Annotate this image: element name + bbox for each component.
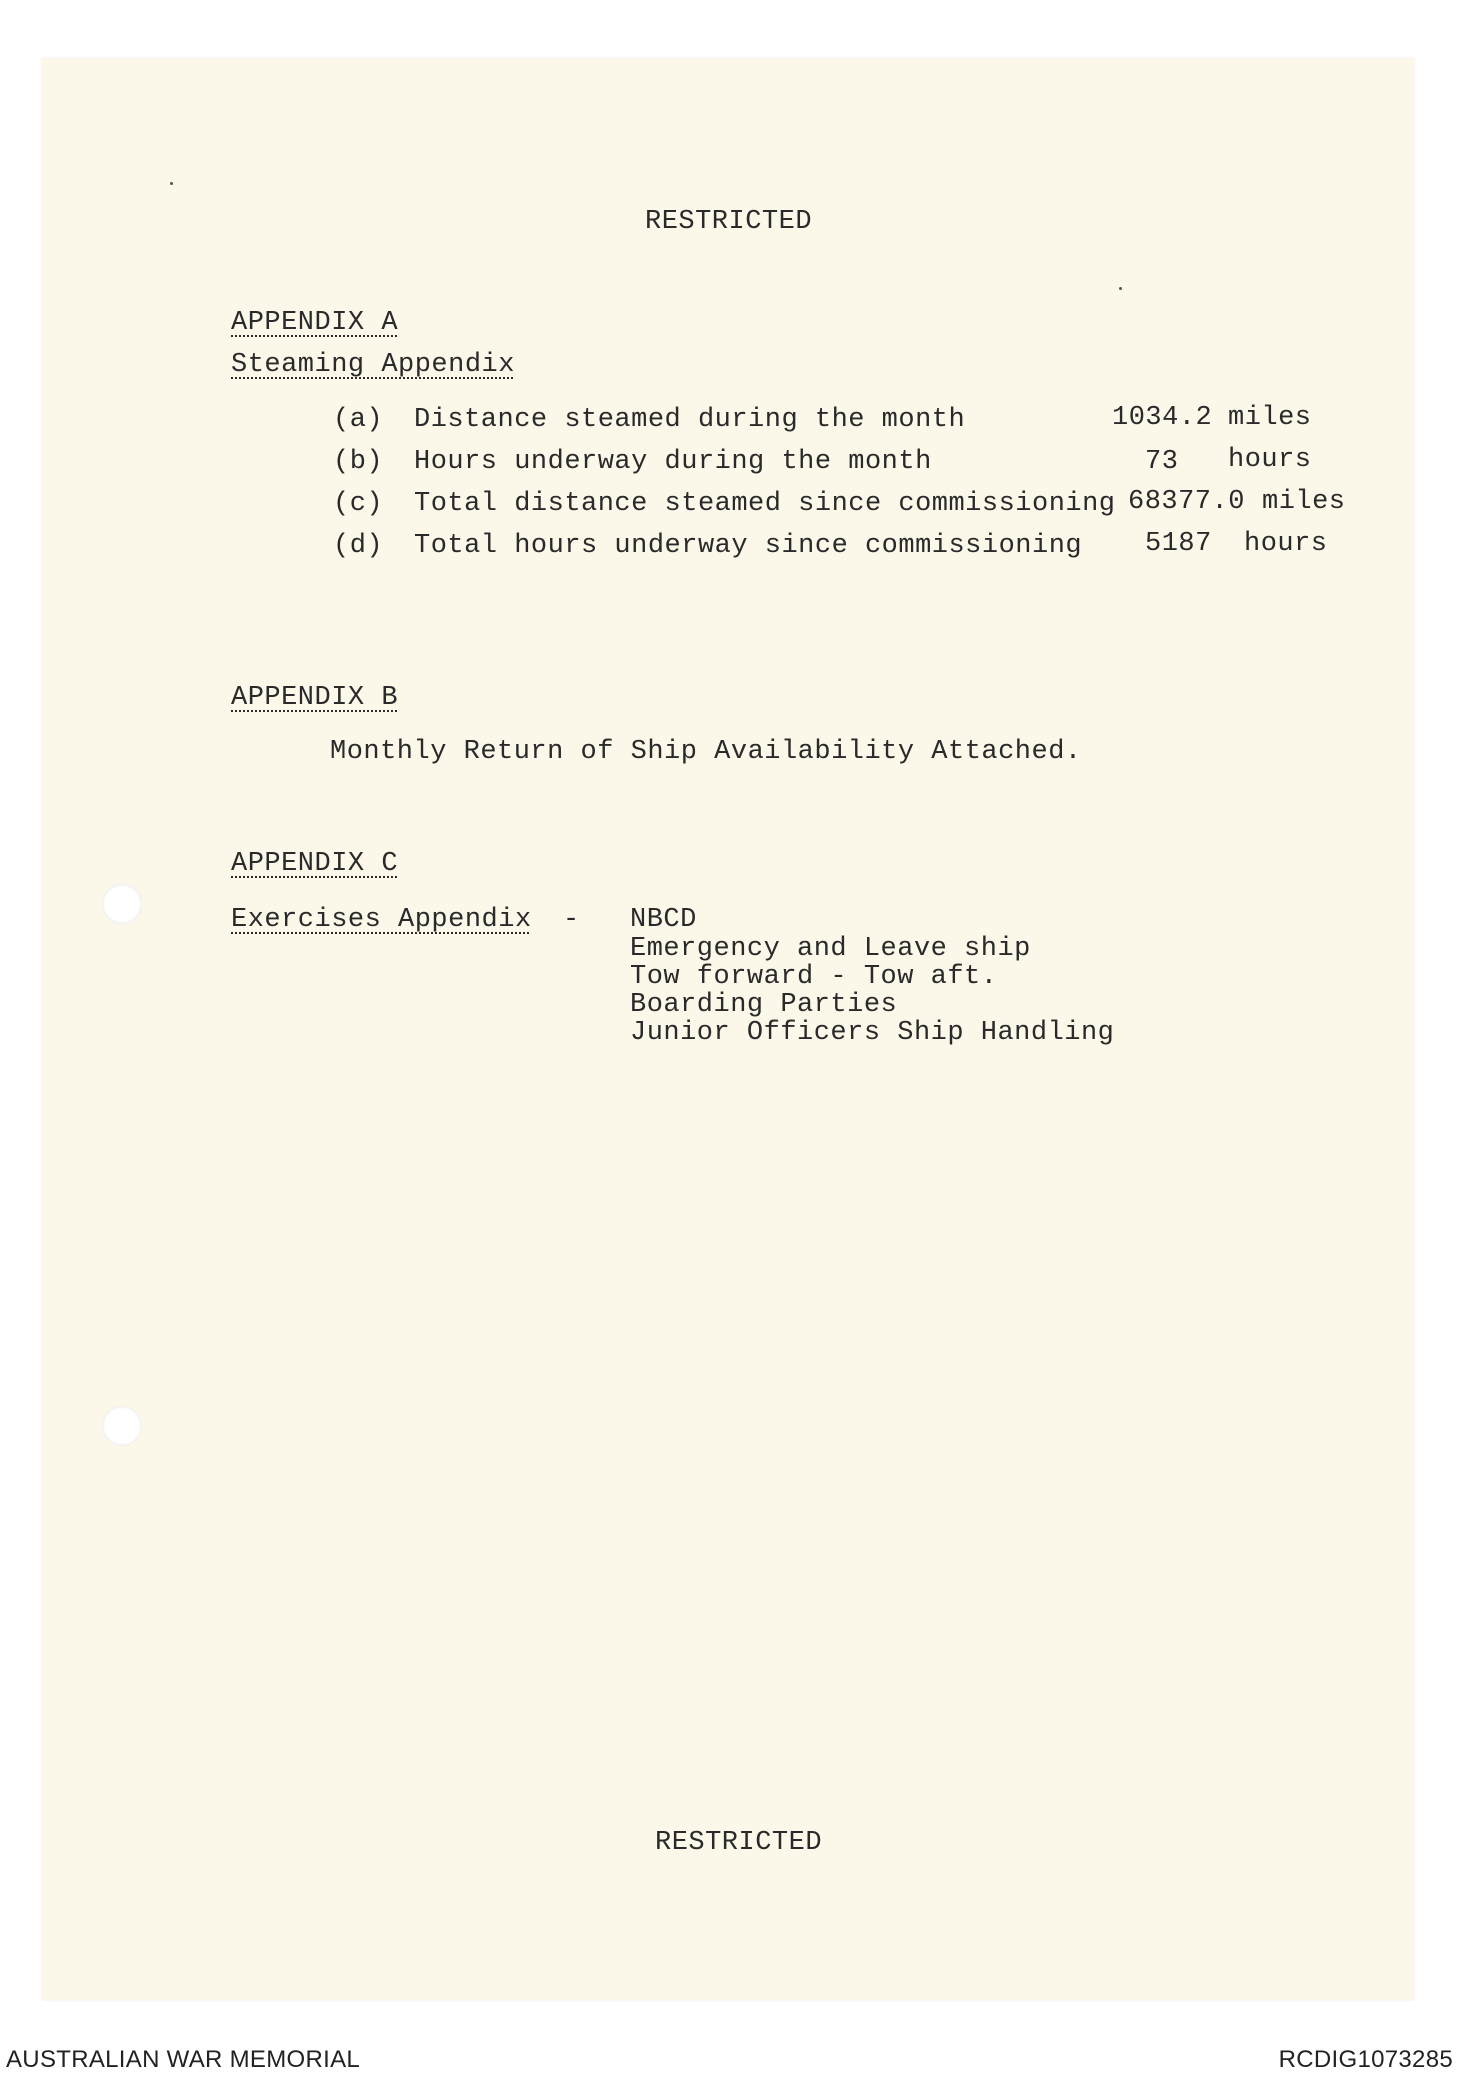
appendix-b-text: Monthly Return of Ship Availability Attached.: [330, 737, 1082, 767]
archive-footer-left: AUSTRALIAN WAR MEMORIAL: [6, 2046, 361, 2073]
punch-hole-top: [102, 884, 142, 924]
row-unit: hours: [1244, 529, 1328, 559]
row-value: 68377.0: [1128, 487, 1245, 517]
appendix-a-subheading: Steaming Appendix: [231, 350, 515, 380]
appendix-c-heading: APPENDIX C: [231, 849, 399, 879]
exercises-dash: -: [563, 905, 580, 935]
row-letter: (c): [333, 489, 384, 519]
row-letter: (b): [333, 447, 384, 477]
punch-hole-bottom: [102, 1406, 142, 1446]
paper-speck: [1119, 287, 1122, 290]
row-description: Distance steamed during the month: [414, 405, 966, 435]
row-value: 73: [1145, 447, 1179, 477]
list-item: NBCD: [630, 905, 697, 935]
row-value: 5187: [1145, 529, 1212, 559]
row-unit: hours: [1228, 445, 1312, 475]
paper-speck: [170, 182, 173, 185]
row-value: 1034.2: [1112, 403, 1213, 433]
row-description: Hours underway during the month: [414, 447, 932, 477]
row-letter: (a): [333, 405, 384, 435]
list-item: Tow forward - Tow aft.: [630, 962, 998, 992]
footer-classification: RESTRICTED: [655, 1828, 823, 1858]
list-item: Junior Officers Ship Handling: [630, 1018, 1115, 1048]
row-letter: (d): [333, 531, 384, 561]
appendix-a-heading: APPENDIX A: [231, 308, 399, 338]
row-description: Total distance steamed since commissioning: [414, 489, 1116, 519]
appendix-b-heading: APPENDIX B: [231, 683, 399, 713]
list-item: Boarding Parties: [630, 990, 898, 1020]
row-unit: miles: [1262, 487, 1346, 517]
row-description: Total hours underway since commissioning: [414, 531, 1083, 561]
list-item: Emergency and Leave ship: [630, 934, 1031, 964]
row-unit: miles: [1228, 403, 1312, 433]
exercises-label: Exercises Appendix: [231, 905, 532, 935]
header-classification: RESTRICTED: [645, 207, 813, 237]
archive-footer-right: RCDIG1073285: [1278, 2046, 1453, 2073]
